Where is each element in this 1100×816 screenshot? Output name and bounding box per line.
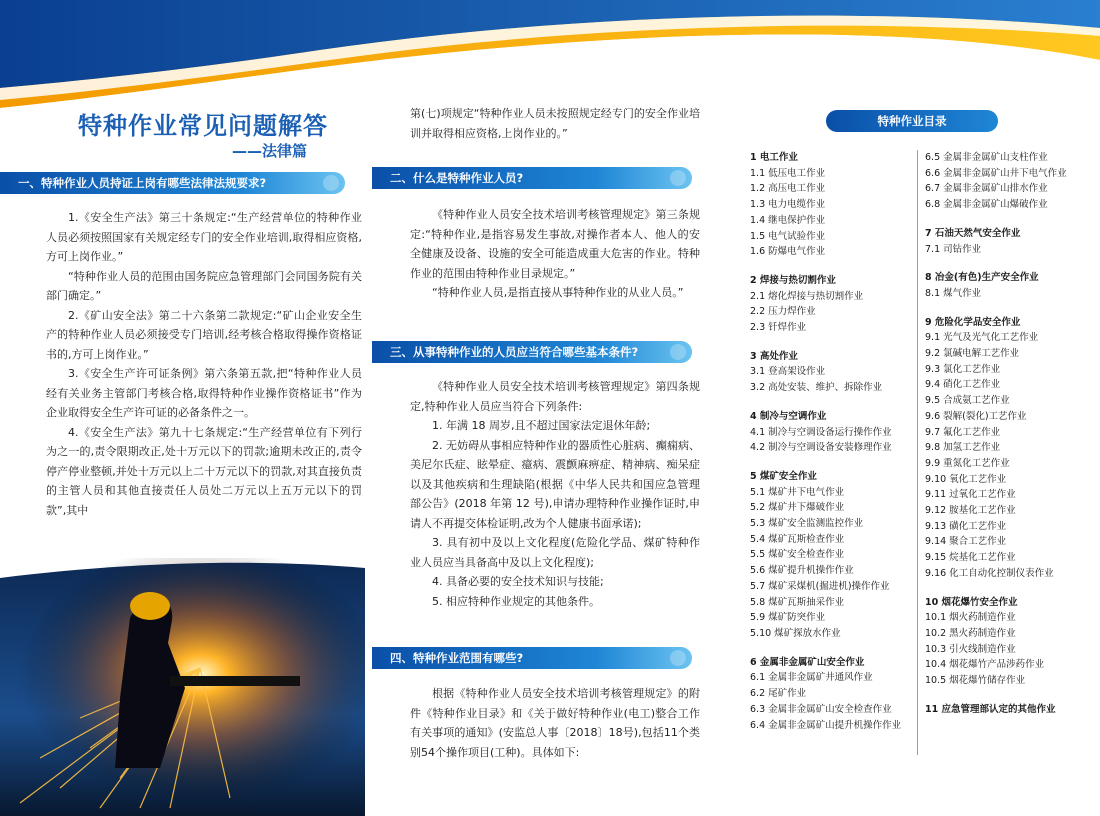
toc-right-column — [925, 150, 1097, 731]
toc-item: 5.4 煤矿瓦斯检查作业 — [750, 533, 845, 545]
list-item: 5. 相应特种作业规定的其他条件。 — [432, 594, 600, 608]
toc-item: 7.1 司钻作业 — [925, 243, 982, 255]
toc-item: 6.4 金属非金属矿山提升机操作作业 — [750, 719, 902, 731]
toc-item: 8.1 煤气作业 — [925, 287, 982, 299]
toc-divider — [917, 150, 918, 755]
paragraph: 3.《安全生产许可证条例》第六条第五款,把“特种作业人员经有关业务主管部门考核合格,取得特种作业操作资格证书”作为企业取得安全生产许可证的必备条件之一。 — [46, 367, 362, 419]
toc-item: 5.9 煤矿防突作业 — [750, 612, 826, 624]
toc-item: 9.4 硝化工艺作业 — [925, 379, 1001, 391]
toc-item: 6.5 金属非金属矿山支柱作业 — [925, 152, 1048, 163]
list-item: 3. 具有初中及以上文化程度(危险化学品、煤矿特种作业人员应当具备高中及以上文化程度); — [410, 536, 700, 569]
toc-item: 9.3 氯化工艺作业 — [925, 363, 1001, 375]
paragraph: 根据《特种作业人员安全技术培训考核管理规定》的附件《特种作业目录》和《关于做好特种作业(电工)整合工作有关事项的通知》(安监总人事〔2018〕18号),包括11个类别54个操作项目(工种)。具体如下: — [410, 687, 700, 759]
paragraph: 4.《安全生产法》第九十七条规定:“生产经营单位有下列行为之一的,责令限期改正,处十万元以下的罚款;逾期未改正的,责令停产停业整顿,并处十万元以上二十万元以下的罚款,对其直接负责的主管人员和其他直接责任人员处二万元以上五万元以下的罚款”,其中 — [46, 425, 362, 517]
toc-item: 9.2 氯碱电解工艺作业 — [925, 348, 1020, 360]
toc-group — [925, 226, 1097, 257]
page-title: 特种作业常见问题解答 — [78, 112, 328, 140]
toc-group-title: 2 焊接与热切割作业 — [750, 274, 836, 286]
toc-item: 1.5 电气试验作业 — [750, 230, 826, 242]
toc-item: 9.10 氧化工艺作业 — [925, 473, 1007, 485]
toc-item: 1.2 高压电工作业 — [750, 183, 826, 195]
toc-item: 1.3 电力电缆作业 — [750, 199, 826, 211]
paragraph: 《特种作业人员安全技术培训考核管理规定》第三条规定:“特种作业,是指容易发生事故,对操作者本人、他人的安全健康及设备、设施的安全可能造成重大危害的作业。特种作业的范围由特种作业目录规定。” — [410, 208, 700, 280]
section-2-title: 二、什么是特种作业人员? — [372, 167, 692, 189]
toc-item: 3.1 登高架设作业 — [750, 366, 826, 378]
toc-group — [750, 349, 915, 396]
toc-item: 3.2 高处安装、维护、拆除作业 — [750, 382, 883, 394]
toc-item: 6.7 金属非金属矿山排水作业 — [925, 183, 1048, 195]
toc-group — [750, 273, 915, 336]
toc-item: 9.7 氟化工艺作业 — [925, 426, 1001, 438]
toc-item: 5.3 煤矿安全监测监控作业 — [750, 518, 864, 530]
toc-item: 9.16 化工自动化控制仪表作业 — [925, 567, 1054, 579]
toc-item: 1.6 防爆电气作业 — [750, 246, 826, 258]
toc-item: 6.8 金属非金属矿山爆破作业 — [925, 199, 1048, 211]
toc-group — [925, 150, 1097, 213]
toc-item: 6.1 金属非金属矿井通风作业 — [750, 672, 873, 684]
toc-item: 1.4 继电保护作业 — [750, 214, 826, 226]
toc-item: 2.1 熔化焊接与热切割作业 — [750, 290, 864, 302]
toc-group-title: 7 石油天然气安全作业 — [925, 227, 1021, 239]
toc-group — [925, 315, 1097, 582]
toc-item: 2.3 钎焊作业 — [750, 322, 807, 334]
toc-item: 5.1 煤矿井下电气作业 — [750, 486, 845, 498]
toc-item: 5.5 煤矿安全检查作业 — [750, 549, 845, 561]
toc-group — [925, 702, 1097, 718]
section-3-title: 三、从事特种作业的人员应当符合哪些基本条件? — [372, 341, 692, 363]
toc-item: 9.13 磺化工艺作业 — [925, 520, 1007, 532]
toc-group — [750, 655, 915, 734]
page-subtitle: ——法律篇 — [232, 142, 308, 160]
toc-item: 10.3 引火线制造作业 — [925, 643, 1016, 655]
paragraph: 1.《安全生产法》第三十条规定:“生产经营单位的特种作业人员必须按照国家有关规定经专门的安全作业培训,取得相应资格,方可上岗作业。” — [46, 211, 362, 263]
paragraph: “特种作业人员的范围由国务院应急管理部门会同国务院有关部门确定。” — [46, 269, 362, 302]
toc-item: 10.1 烟火药制造作业 — [925, 612, 1016, 624]
paragraph: 2.《矿山安全法》第二十六条第二款规定:“矿山企业安全生产的特种作业人员必须接受专门培训,经考核合格取得操作资格证书的,方可上岗作业。” — [46, 308, 362, 361]
toc-item: 6.6 金属非金属矿山井下电气作业 — [925, 167, 1067, 179]
toc-item: 10.2 黑火药制造作业 — [925, 627, 1016, 639]
section-3-body — [410, 377, 700, 611]
paragraph: “特种作业人员,是指直接从事特种作业的从业人员。” — [432, 286, 684, 299]
toc-group — [925, 270, 1097, 301]
toc-title: 特种作业目录 — [826, 110, 998, 132]
toc-item: 9.9 重氮化工艺作业 — [925, 457, 1010, 469]
toc-group-title: 6 金属非金属矿山安全作业 — [750, 656, 865, 668]
toc-item: 5.10 煤矿探放水作业 — [750, 627, 841, 639]
toc-group-title: 3 高处作业 — [750, 350, 798, 362]
toc-group — [750, 150, 915, 260]
toc-item: 10.5 烟花爆竹储存作业 — [925, 675, 1026, 687]
list-item: 2. 无妨碍从事相应特种作业的器质性心脏病、癫痫病、美尼尔氏症、眩晕症、癔病、震颤麻痹症、精神病、痴呆症以及其他疾病和生理缺陷(根据《中华人民共和国应急管理部公告》(2018 年第 12 号),申请办理特种作业操作证时,申请人不再提交体检证明,改为个人健康书面承诺); — [410, 438, 700, 530]
toc-group-title: 9 危险化学品安全作业 — [925, 316, 1021, 328]
toc-group-title: 4 制冷与空调作业 — [750, 410, 827, 422]
toc-item: 9.8 加氢工艺作业 — [925, 442, 1001, 454]
toc-item: 5.2 煤矿井下爆破作业 — [750, 502, 845, 514]
toc-left-column — [750, 150, 915, 746]
toc-item: 10.4 烟花爆竹产品涉药作业 — [925, 659, 1045, 671]
section-4-body — [410, 684, 700, 762]
list-item: 4. 具备必要的安全技术知识与技能; — [432, 575, 604, 588]
toc-group-title: 1 电工作业 — [750, 152, 798, 163]
toc-item: 5.7 煤矿采煤机(掘进机)操作作业 — [750, 580, 890, 592]
toc-item: 6.2 尾矿作业 — [750, 688, 807, 700]
toc-item: 5.8 煤矿瓦斯抽采作业 — [750, 596, 845, 608]
toc-item: 9.6 裂解(裂化)工艺作业 — [925, 410, 1027, 422]
toc-item: 4.1 制冷与空调设备运行操作作业 — [750, 426, 892, 438]
toc-item: 6.3 金属非金属矿山安全检查作业 — [750, 703, 892, 715]
toc-item: 9.11 过氧化工艺作业 — [925, 489, 1016, 501]
toc-item: 9.5 合成氨工艺作业 — [925, 395, 1010, 407]
toc-item: 9.12 胺基化工艺作业 — [925, 505, 1016, 517]
toc-group-title: 5 煤矿安全作业 — [750, 470, 817, 482]
section-1-title: 一、特种作业人员持证上岗有哪些法律法规要求? — [0, 172, 345, 194]
toc-group — [750, 409, 915, 456]
toc-item: 1.1 低压电工作业 — [750, 167, 826, 179]
toc-item: 4.2 制冷与空调设备安装修理作业 — [750, 442, 892, 454]
section-4-title: 四、特种作业范围有哪些? — [372, 647, 692, 669]
toc-group-title: 10 烟花爆竹安全作业 — [925, 596, 1018, 608]
toc-group-title: 11 应急管理部认定的其他作业 — [925, 703, 1056, 715]
paragraph: 《特种作业人员安全技术培训考核管理规定》第四条规定,特种作业人员应当符合下列条件: — [410, 380, 700, 413]
toc-group-title: 8 冶金(有色)生产安全作业 — [925, 272, 1039, 284]
toc-group — [750, 469, 915, 642]
toc-item: 5.6 煤矿提升机操作作业 — [750, 565, 854, 577]
section-1-body — [46, 208, 362, 520]
section-2-body — [410, 205, 700, 303]
welder-photo — [0, 558, 365, 816]
toc-item: 9.1 光气及光气化工艺作业 — [925, 332, 1039, 344]
continued-text: 第(七)项规定“特种作业人员未按照规定经专门的安全作业培训并取得相应资格,上岗作业的。” — [410, 107, 700, 140]
toc-item: 9.14 聚合工艺作业 — [925, 536, 1007, 548]
toc-item: 2.2 压力焊作业 — [750, 306, 816, 318]
toc-group — [925, 595, 1097, 689]
list-item: 1. 年满 18 周岁,且不超过国家法定退休年龄; — [432, 419, 651, 432]
toc-item: 9.15 烷基化工艺作业 — [925, 552, 1016, 564]
